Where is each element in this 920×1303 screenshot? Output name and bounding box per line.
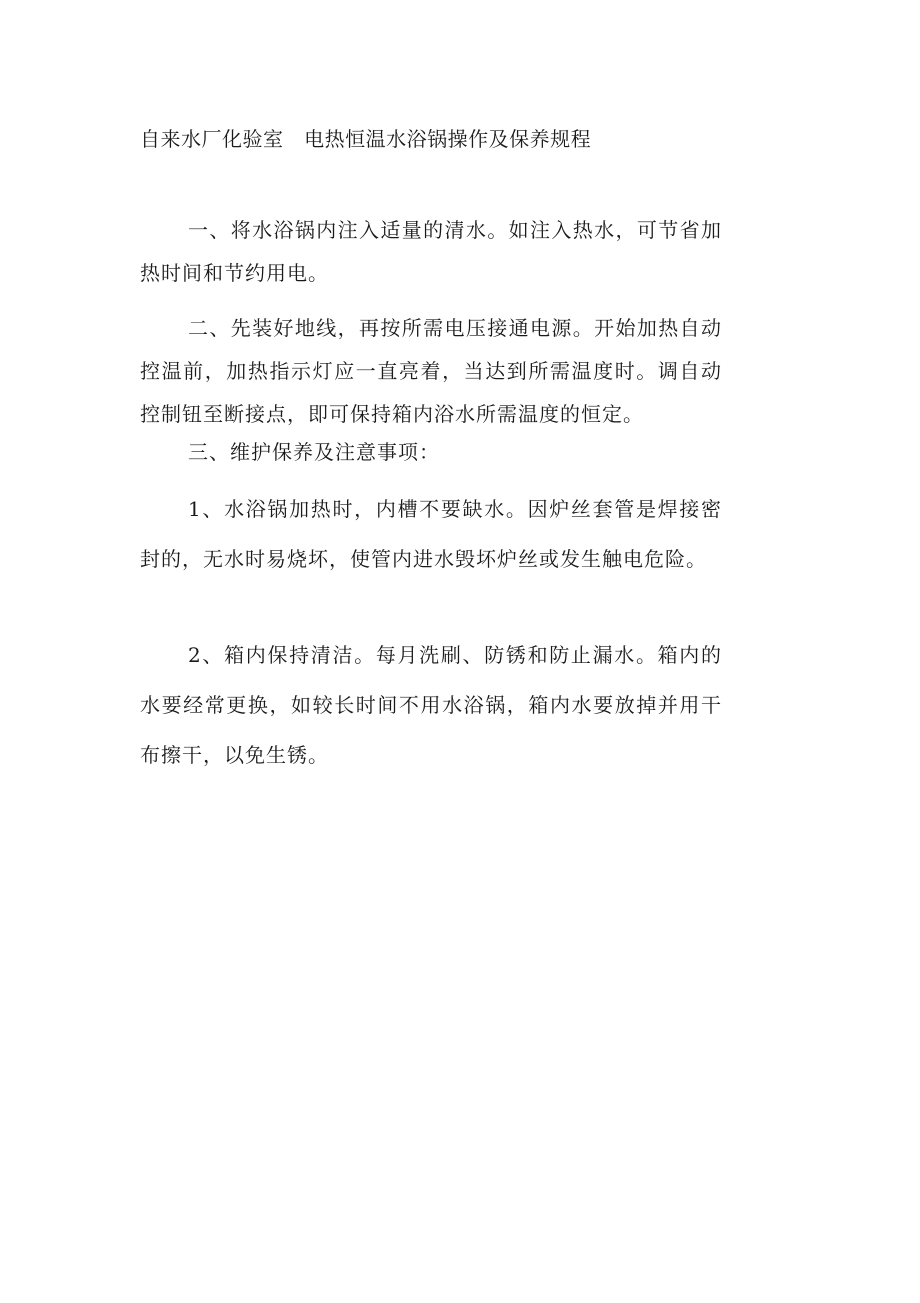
document-title: 自来水厂化验室 电热恒温水浴锅操作及保养规程 [140, 127, 592, 151]
paragraph-note-2: 2、箱内保持清洁。每月洗刷、防锈和防止漏水。箱内的水要经常更换，如较长时间不用水浴锅，箱内水要放掉并用干布擦干，以免生锈。 [140, 643, 722, 767]
paragraph-note-1: 1、水浴锅加热时，内槽不要缺水。因炉丝套管是焊接密封的，无水时易烧坏，使管内进水毁坏炉丝或发生触电危险。 [140, 497, 722, 571]
paragraph-step-2: 二、先装好地线，再按所需电压接通电源。开始加热自动控温前，加热指示灯应一直亮着，当达到所需温度时。调自动控制钮至断接点，即可保持箱内浴水所需温度的恒定。 [140, 316, 722, 426]
paragraph-step-1: 一、将水浴锅内注入适量的清水。如注入热水，可节省加热时间和节约用电。 [140, 218, 722, 285]
paragraph-step-3-heading: 三、维护保养及注意事项： [188, 440, 440, 464]
